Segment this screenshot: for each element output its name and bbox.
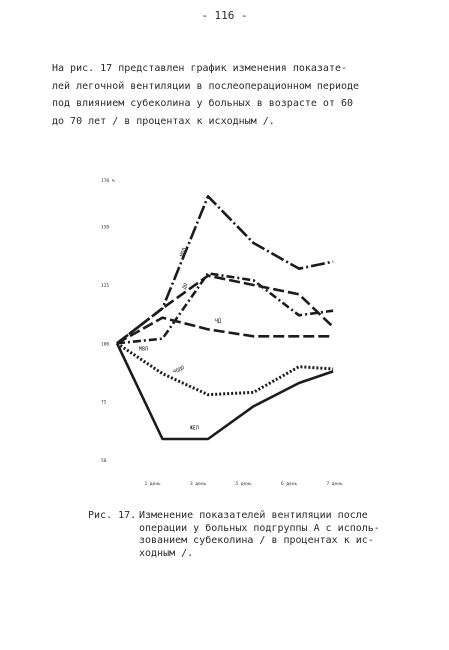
intro-line: На рис. 17 представлен график изменения показате- [52,63,348,74]
y-tick-label: 170 % [101,179,115,184]
intro-paragraph [52,60,424,130]
y-tick-label: 150 [101,225,110,231]
x-axis-ticks [145,481,344,487]
x-tick-label: 5 день [235,482,252,487]
y-tick-label: 50 [101,459,107,464]
intro-line: до 70 лет / в процентах к исходным /. [52,115,275,127]
series-line-МОД [117,196,333,343]
intro-line: под влиянием субеколина у больных в возрасте от 60 [52,98,354,109]
series-line-МВЛ [117,276,333,344]
x-tick-label: 7 день [326,482,343,487]
intro-line: лей легочной вентиляции в послеоперационном периоде [52,80,360,92]
series-label: МОД [179,247,188,258]
series-line-ДО [117,273,333,343]
caption-line: зованием субеколина / в процентах к ис- [139,535,374,546]
caption-line: операции у больных подгруппы А с исполь- [139,522,380,534]
series-label: ЧОДО [172,364,186,376]
caption-line: ходным /. [139,547,194,559]
caption-line: Изменение показателей вентиляции после [139,510,368,521]
page-number: - 116 - [201,9,248,22]
series-line-ЖЕЛ [117,343,333,439]
y-tick-label: 125 [101,284,110,289]
x-tick-label: 3 день [190,482,207,487]
x-tick-label: 6 день [281,482,298,487]
series-label: ЧД [214,318,221,325]
y-tick-label: 75 [101,400,107,406]
ventilation-line-chart [95,165,345,505]
y-axis-ticks [101,178,115,464]
series-label: ЖЕЛ [189,425,199,432]
caption-label: Рис. 17. [88,510,137,521]
series-lines [117,196,333,439]
series-label: ДО [181,282,190,291]
caption-text [139,510,380,560]
series-line-ЧОДО [117,343,333,394]
y-tick-label: 100 [101,342,110,348]
x-tick-label: 1 день [144,482,161,487]
series-label: МВЛ [138,346,148,353]
